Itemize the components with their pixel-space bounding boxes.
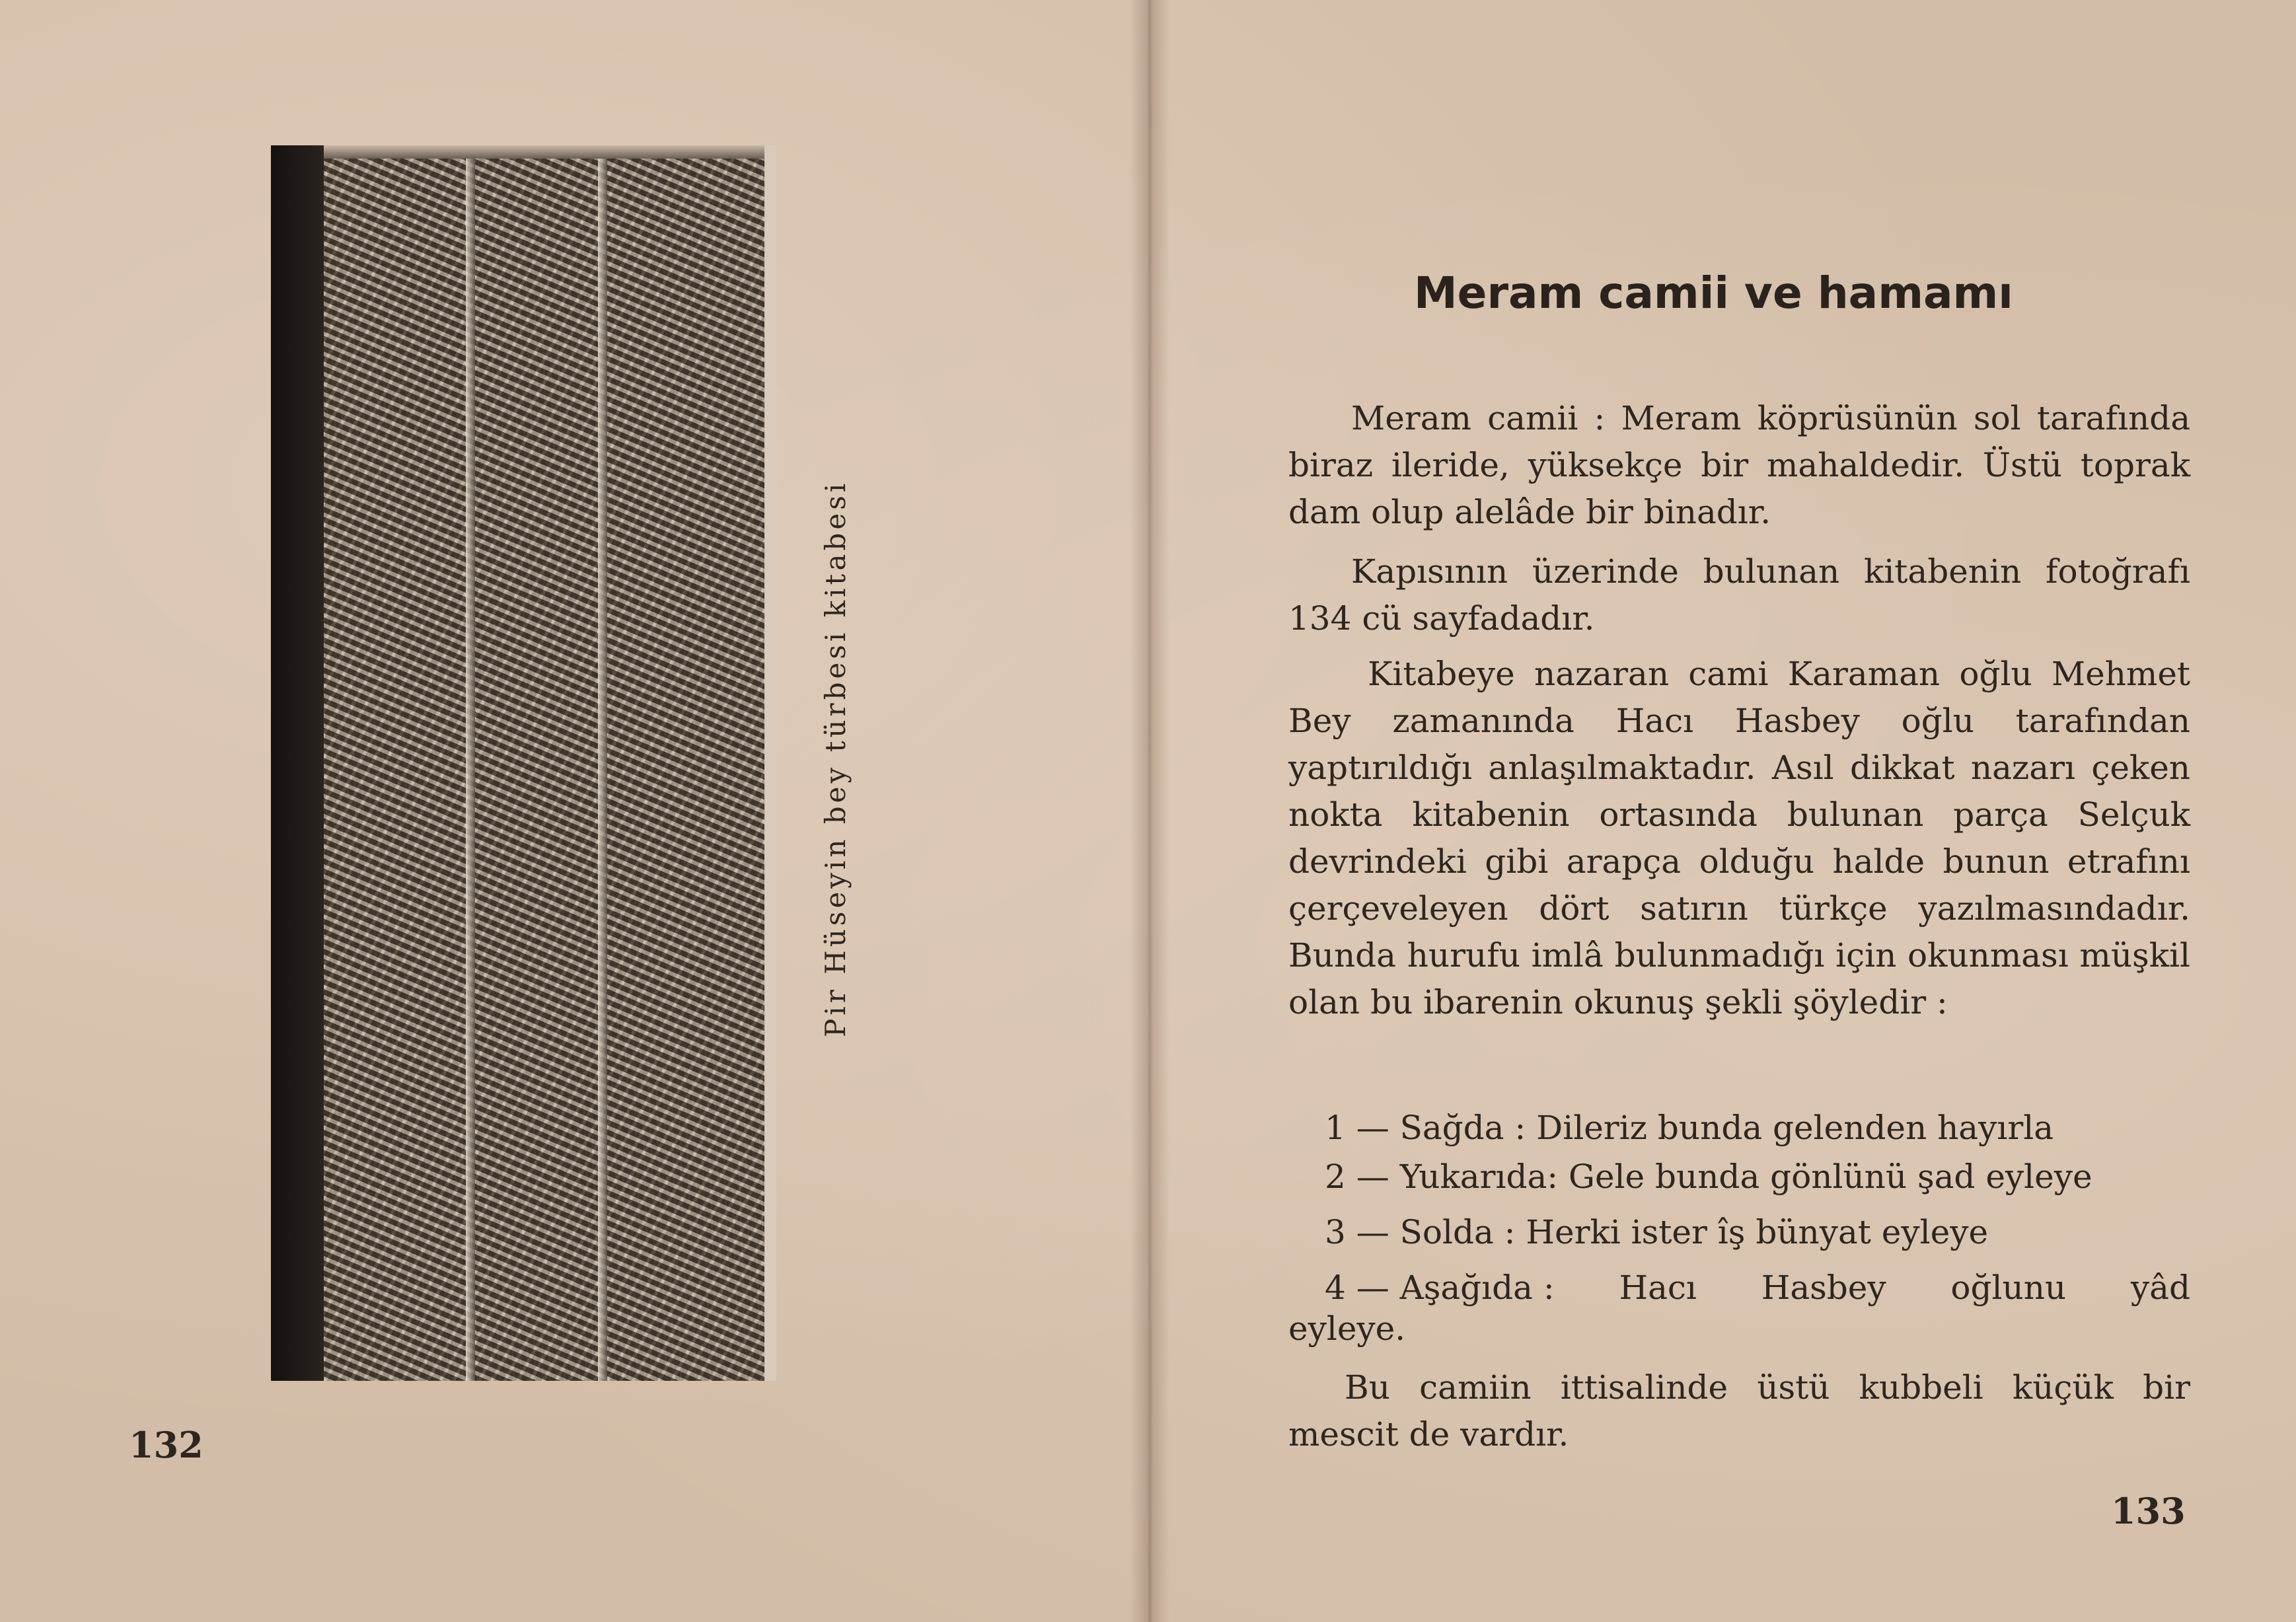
photo-caption: Pir Hüseyin bey türbesi kitabesi (819, 480, 852, 1037)
page-number-left: 132 (129, 1424, 204, 1466)
photo-right-edge (764, 145, 776, 1381)
carved-calligraphy (324, 159, 776, 1381)
paragraph-3: Kitabeye nazaran cami Karaman oğlu Mehmet Bey zamanında Hacı Hasbey oğlu tarafından yaptırıldığı anlaşılmaktadır. Asıl dikkat nazarı çeken nokta kitabenin ortasında bulunan parça Selçuk devrindeki gibi arapça olduğu halde bunun etrafını çerçeveleyen dört satırın türkçe yazılmasındadır. Bunda hurufu imlâ bulunmadığı için okunması müşkil olan bu ibarenin okunuş şekli şöyledir : (1288, 655, 2190, 1021)
paragraph-1: Meram camii : Meram köprüsünün sol tarafında biraz ileride, yüksekçe bir mahaldedir. Üstü toprak dam olup alelâde bir binadır. (1288, 399, 2190, 531)
panel-divider (598, 159, 607, 1381)
line-4-part: 4 — Aşağıda : (1325, 1269, 1555, 1307)
line-4-part: yâd (2130, 1269, 2190, 1307)
paragraph-2: Kapısının üzerinde bulunan kitabenin fotoğrafı 134 cü sayfadadır. (1288, 552, 2190, 638)
inscription-line-3: 3 — Solda : Herki ister îş bünyat eyleye (1325, 1213, 1989, 1251)
inscription-line-1: 1 — Sağda : Dileriz bunda gelenden hayırla (1325, 1109, 2054, 1147)
closing-paragraph: Bu camiin ittisalinde üstü kubbeli küçük bir mescit de vardır. (1288, 1368, 2190, 1454)
line-4-part: oğlunu (1950, 1269, 2067, 1307)
inscription-line-4-row (1325, 1269, 2190, 1307)
inscription-line-2: 2 — Yukarıda: Gele bunda gönlünü şad eyleye (1325, 1158, 2092, 1196)
page-number-right: 133 (2111, 1490, 2186, 1532)
line-4-part: Hacı (1619, 1269, 1697, 1307)
line-4-part: Hasbey (1761, 1269, 1886, 1307)
inscription-photo (271, 145, 776, 1381)
section-title: Meram camii ve hamamı (1414, 268, 2013, 318)
panel-divider (466, 159, 475, 1381)
inscription-line-4 (1288, 1269, 2190, 1348)
inscription-line-4-continuation: eyleye. (1288, 1309, 1406, 1348)
photo-dark-border (271, 145, 324, 1381)
